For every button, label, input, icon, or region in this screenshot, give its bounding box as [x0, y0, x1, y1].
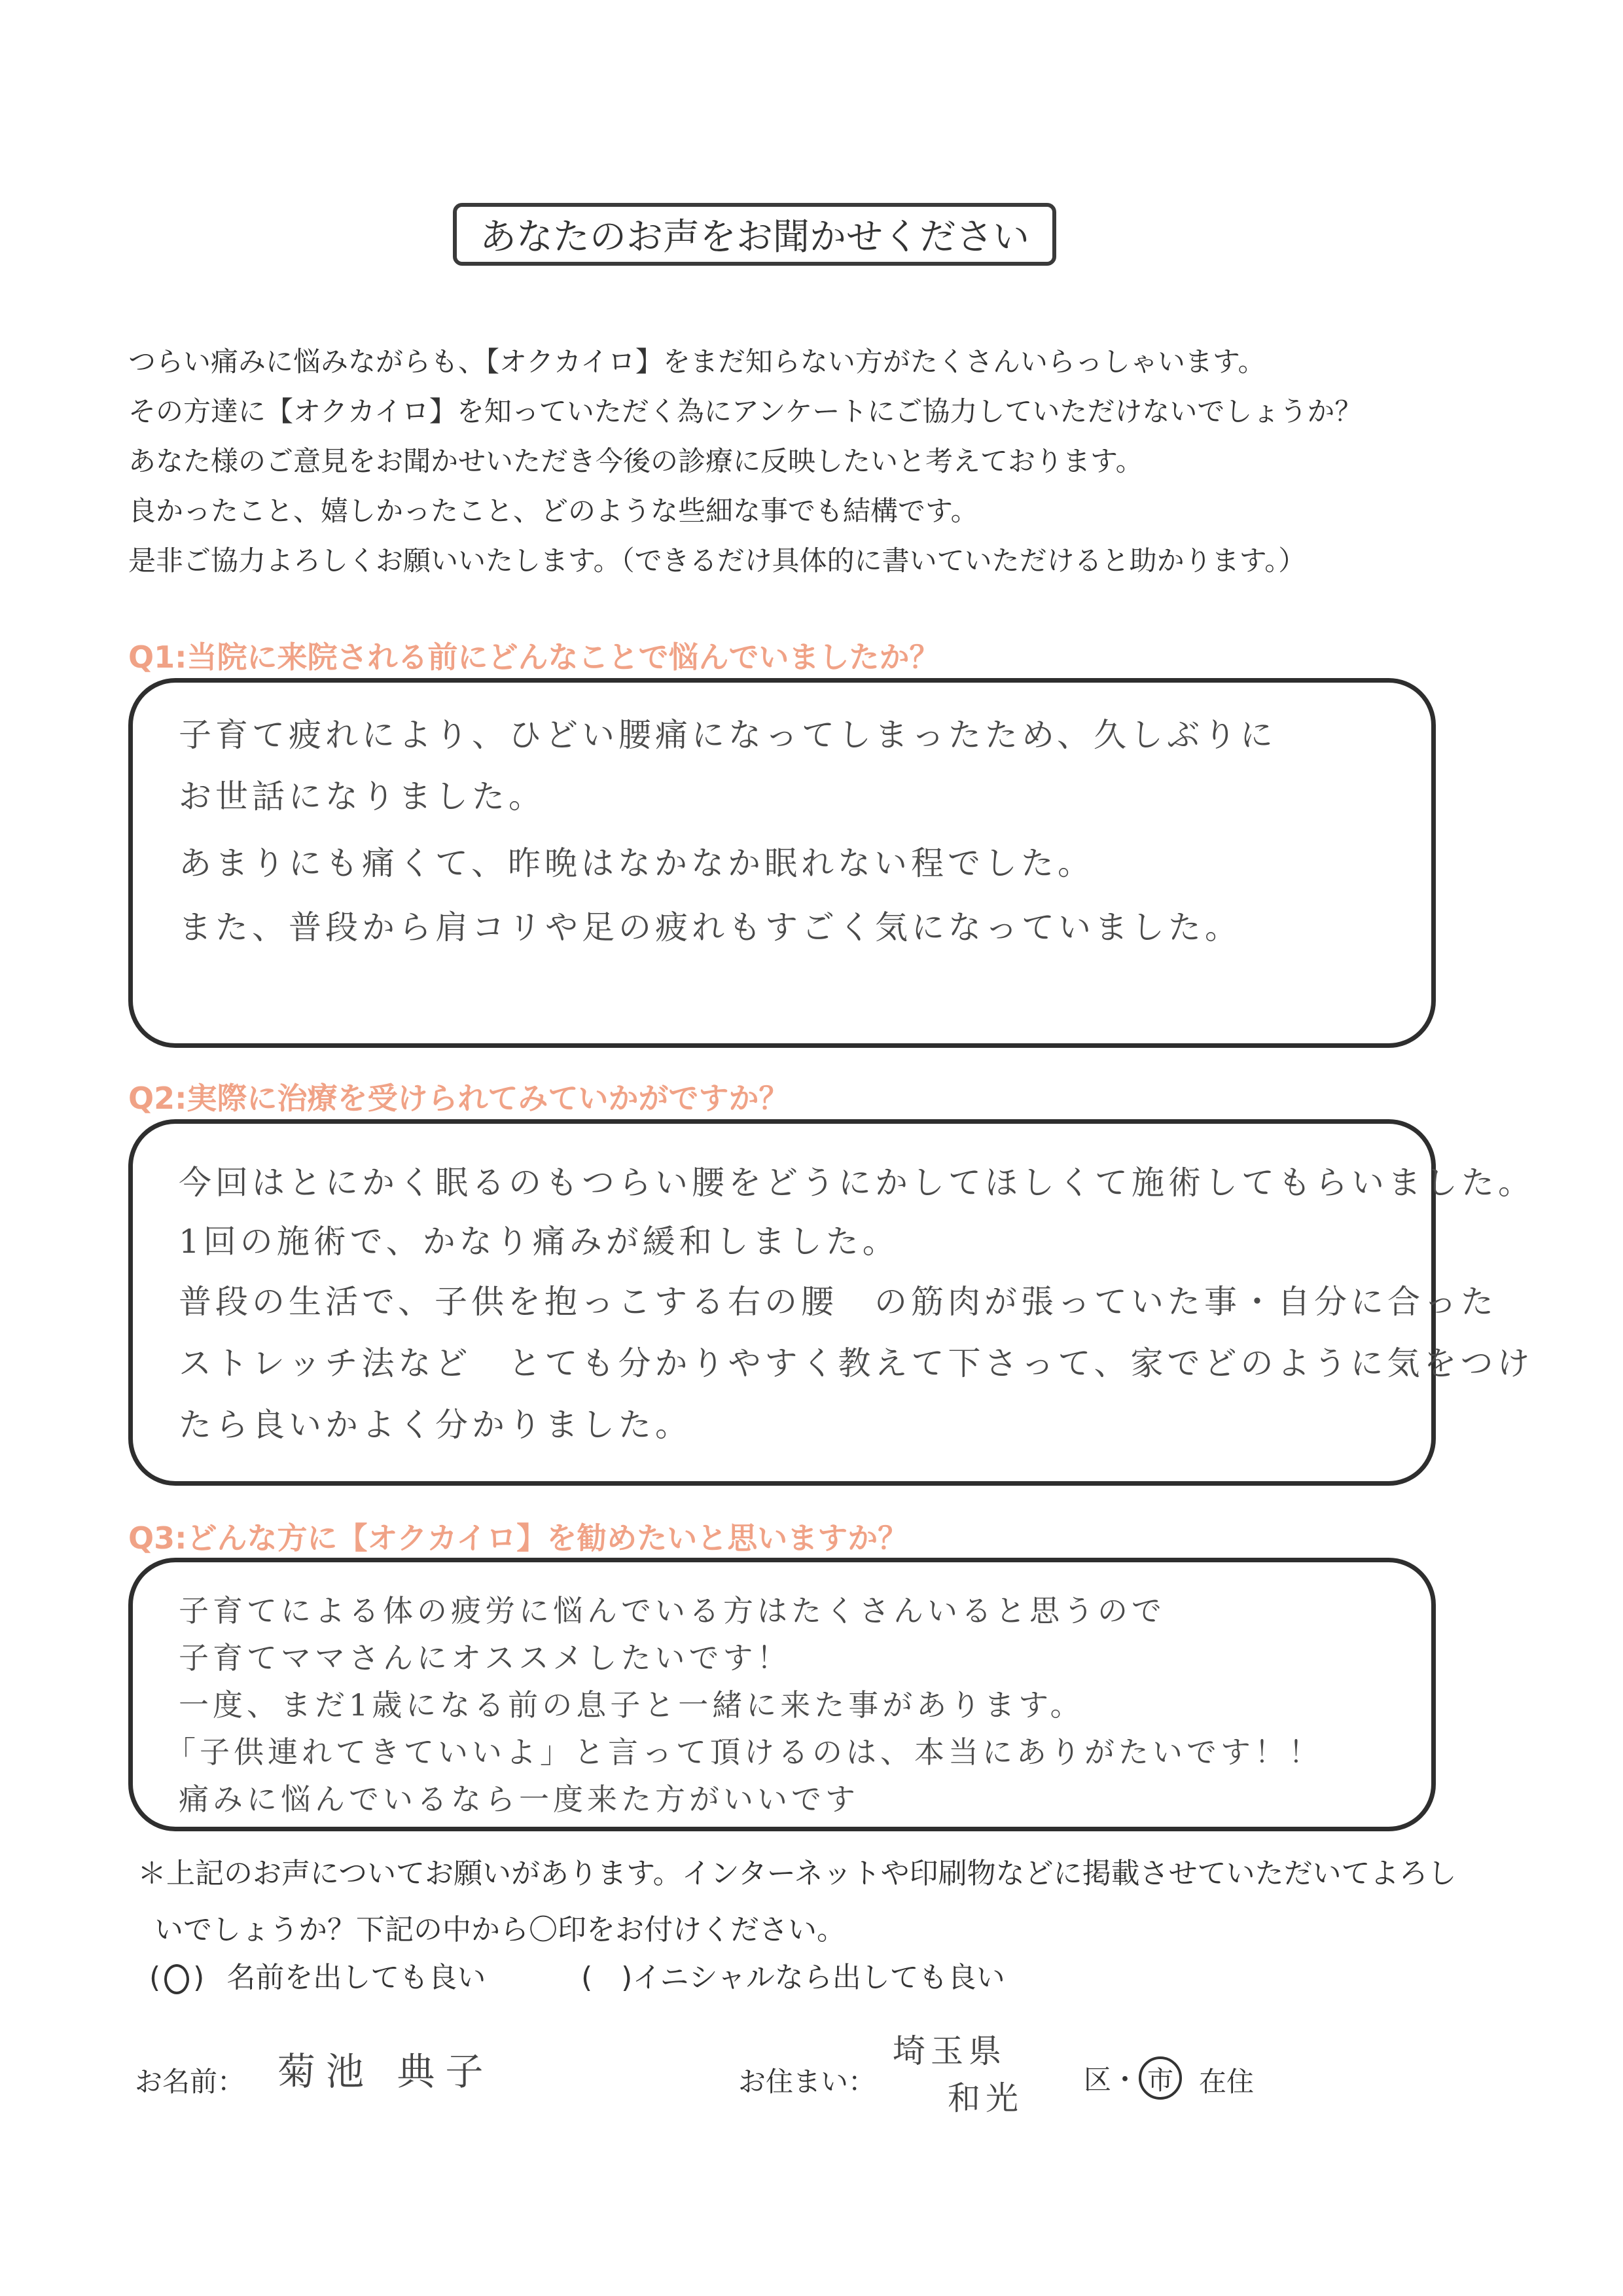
residence-label: 在住: [1199, 2066, 1255, 2098]
option-paren-close: ): [193, 1961, 205, 1994]
answer-line: 子育てママさんにオススメしたいです！: [179, 1640, 791, 1676]
option-initials-allowed: ( )イニシャルなら出しても良い: [581, 1961, 1005, 1994]
answer-line: また、普段から肩コリや足の疲れもすごく気になっていました。: [179, 908, 1241, 946]
intro-line: その方達に【オクカイロ】を知っていただく為にアンケートにご協力していただけないでしょうか？: [128, 395, 1363, 427]
answer-line: 1回の施術で、かなり痛みが緩和しました。: [179, 1223, 899, 1261]
option-paren-open: (: [149, 1961, 161, 1994]
intro-line: つらい痛みに悩みながらも、【オクカイロ】をまだ知らない方がたくさんいらっしゃいます。: [128, 346, 1266, 378]
intro-line: あなた様のご意見をお聞かせいただき今後の診療に反映したいと考えております。: [128, 445, 1143, 477]
answer-line: 一度、まだ1歳になる前の息子と一緒に来た事があります。: [179, 1687, 1084, 1723]
intro-line: 良かったこと、嬉しかったこと、どのような些細な事でも結構です。: [128, 495, 978, 527]
answer-line: ストレッチ法など とても分かりやすく教えて下さって、家でどのように気をつけ: [179, 1344, 1534, 1382]
prefecture-value: 埼玉県: [893, 2032, 1007, 2070]
answer-line: 子育てによる体の疲労に悩んでいる方はたくさんいると思うので: [179, 1593, 1166, 1628]
question-2-label: Q2:実際に治療を受けられてみていかがですか？: [128, 1081, 789, 1116]
page-title: あなたのお声をお聞かせください: [453, 203, 1056, 266]
question-3-answer-box: [128, 1558, 1436, 1831]
answer-line: 痛みに悩んでいるなら一度来た方がいいです: [179, 1782, 859, 1817]
city-value: 和光: [948, 2079, 1024, 2117]
answer-line: あまりにも痛くて、昨晩はなかなか眠れない程でした。: [179, 844, 1094, 882]
question-2-answer-box: [128, 1119, 1535, 1486]
answer-line: お世話になりました。: [179, 778, 545, 816]
address-type: [1084, 2056, 1182, 2100]
intro-line: 是非ご協力よろしくお願いいたします。（できるだけ具体的に書いていただけると助かります。）: [128, 545, 1306, 577]
consent-note-line: ＊上記のお声についてお願いがあります。インターネットや印刷物などに掲載させていただいてよろし: [137, 1857, 1457, 1890]
question-1-label: Q1:当院に来院される前にどんなことで悩んでいましたか？: [128, 639, 940, 675]
name-value: 菊池 典子: [277, 2049, 494, 2094]
question-3-label: Q3:どんな方に【オクカイロ】を勧めたいと思いますか？: [128, 1520, 908, 1556]
address-label: お住まい：: [738, 2066, 876, 2098]
circle-mark-icon: [164, 1964, 189, 1994]
intro-text: [128, 337, 1568, 586]
city-circled-label: 市: [1139, 2056, 1182, 2100]
option-name-allowed: [149, 1954, 486, 1996]
answer-line: 子育て疲れにより、ひどい腰痛になってしまったため、久しぶりに: [179, 716, 1277, 754]
answer-line: 普段の生活で、子供を抱っこする右の腰 の筋肉が張っていた事・自分に合った: [179, 1283, 1497, 1321]
answer-line: 「子供連れてきていいよ」と言って頂けるのは、本当にありがたいです！！: [166, 1734, 1323, 1770]
name-label: お名前：: [135, 2066, 245, 2098]
consent-note-line: いでしょうか？下記の中から〇印をお付けください。: [154, 1913, 846, 1946]
consent-note: [137, 1846, 1544, 1958]
question-1-answer-box: [128, 678, 1436, 1048]
answer-line: 今回はとにかく眠るのもつらい腰をどうにかしてほしくて施術してもらいました。: [179, 1164, 1535, 1202]
answer-line: たら良いかよく分かりました。: [179, 1406, 692, 1444]
ward-label: 区・: [1084, 2064, 1139, 2096]
option-name-label: 名前を出しても良い: [226, 1961, 486, 1994]
